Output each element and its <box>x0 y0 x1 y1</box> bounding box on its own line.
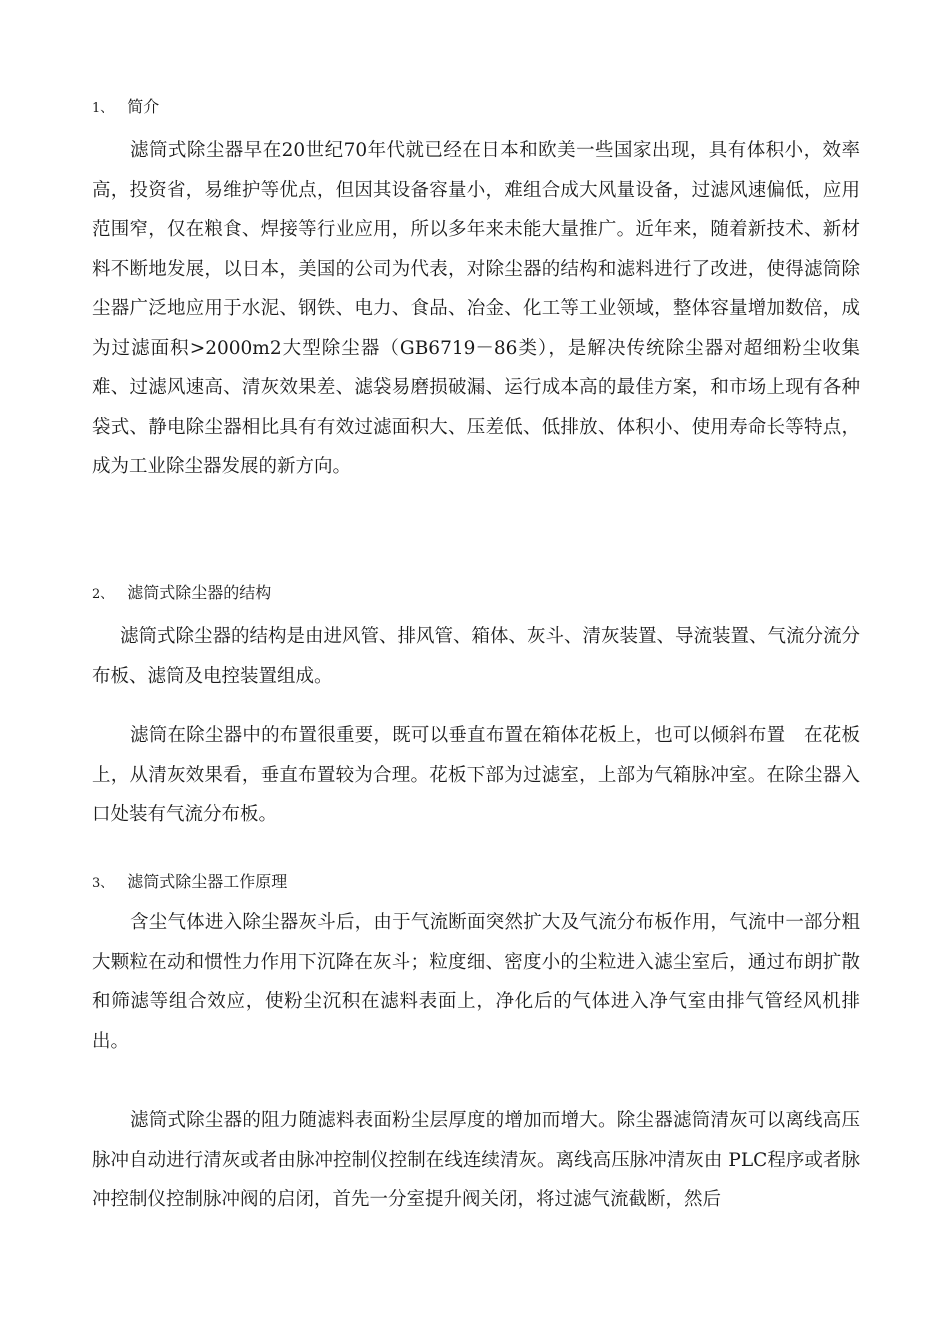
section-heading-3 <box>92 871 287 895</box>
paragraph-intro: 滤筒式除尘器早在20世纪70年代就已经在日本和欧美一些国家出现，具有体积小，效率高，投资省，易维护等优点，但因其设备容量小，难组合成大风量设备，过滤风速偏低，应用范围窄，仅在粮食、焊接等行业应用，所以多年来未能大量推广。近年来，随着新技术、新材料不断地发展，以日本，美国的公司为代表，对除尘器的结构和滤料进行了改进，使得滤筒除尘器广泛地应用于水泥、钢铁、电力、食品、冶金、化工等工业领域，整体容量增加数倍，成为过滤面积>2000m2大型除尘器（GB6719－86类），是解决传统除尘器对超细粉尘收集难、过滤风速高、清灰效果差、滤袋易磨损破漏、运行成本高的最佳方案，和市场上现有各种袋式、静电除尘器相比具有有效过滤面积大、压差低、低排放、体积小、使用寿命长等特点，成为工业除尘器发展的新方向。 <box>92 140 860 477</box>
paragraph-principle: 含尘气体进入除尘器灰斗后，由于气流断面突然扩大及气流分布板作用，气流中一部分粗大颗粒在动和惯性力作用下沉降在灰斗；粒度细、密度小的尘粒进入滤尘室后，通过布朗扩散和筛滤等组合效应，使粉尘沉积在滤料表面上，净化后的气体进入净气室由排气管经风机排出。 <box>92 912 860 1052</box>
section-number: 3、 <box>92 876 114 891</box>
section-title: 滤筒式除尘器工作原理 <box>127 872 288 891</box>
section-title: 简介 <box>127 97 160 116</box>
section-title: 滤筒式除尘器的结构 <box>127 583 272 602</box>
section-number: 2、 <box>92 587 114 602</box>
section-number: 1、 <box>92 101 114 116</box>
paragraph-cleaning: 滤筒式除尘器的阻力随滤料表面粉尘层厚度的增加而增大。除尘器滤筒清灰可以离线高压脉冲自动进行清灰或者由脉冲控制仪控制在线连续清灰。离线高压脉冲清灰由 PLC程序或者脉冲控制仪控制脉冲阀的启闭，首先一分室提升阀关闭，将过滤气流截断，然后 <box>92 1110 860 1210</box>
paragraph-filter-layout: 滤筒在除尘器中的布置很重要，既可以垂直布置在箱体花板上，也可以倾斜布置 在花板上，从清灰效果看，垂直布置较为合理。花板下部为过滤室，上部为气箱脉冲室。在除尘器入口处装有气流分布板。 <box>92 725 860 825</box>
paragraph-structure: 滤筒式除尘器的结构是由进风管、排风管、箱体、灰斗、清灰装置、导流装置、气流分流分布板、滤筒及电控装置组成。 <box>92 626 861 687</box>
section-heading-1 <box>92 96 159 120</box>
section-heading-2 <box>92 582 271 606</box>
